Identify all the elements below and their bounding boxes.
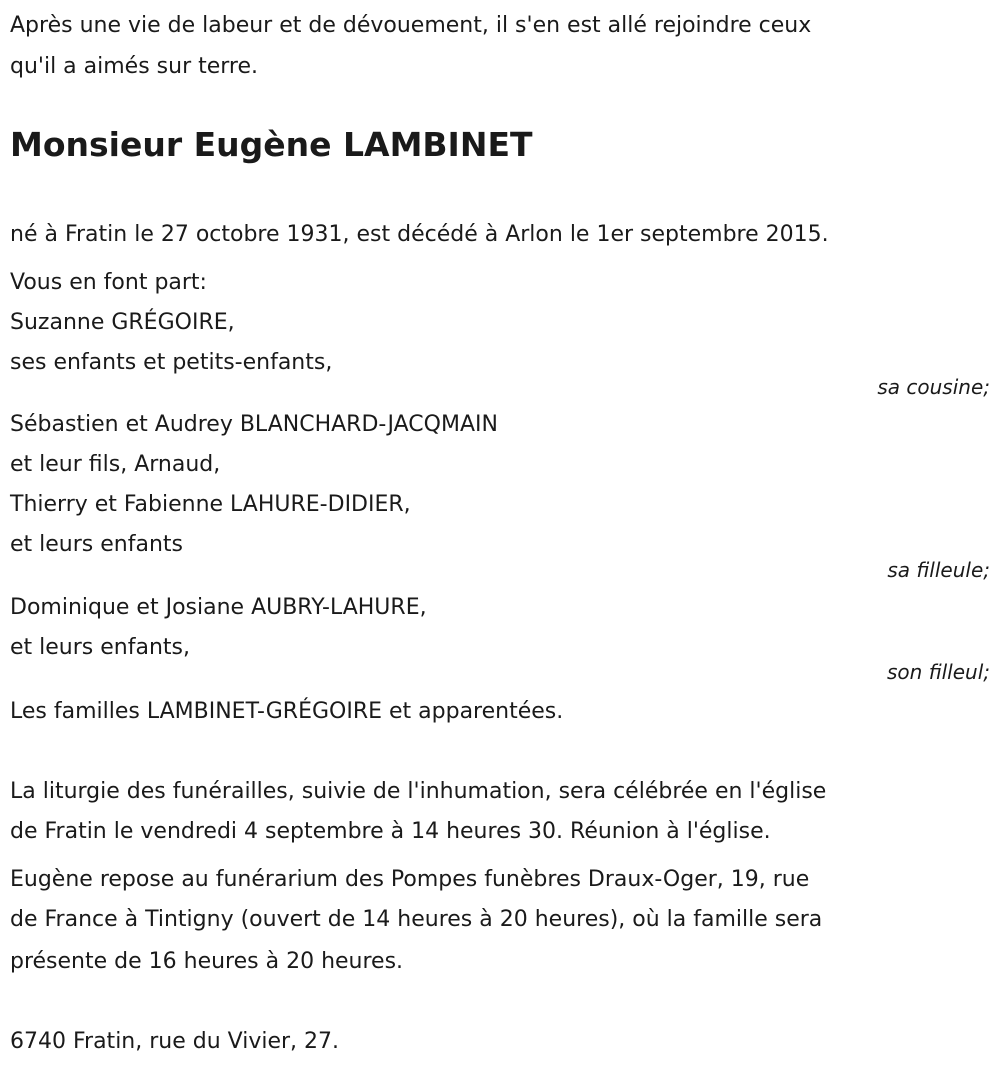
announcer-line: Dominique et Josiane AUBRY-LAHURE, [10, 595, 427, 620]
funerarium-line: présente de 16 heures à 20 heures. [10, 949, 404, 974]
announcers-heading: Vous en font part: [10, 270, 207, 295]
intro-line: qu'il a aimés sur terre. [10, 54, 259, 79]
relation-label: sa filleule; [887, 558, 990, 582]
birth-death-line: né à Fratin le 27 octobre 1931, est décédé à Arlon le 1er septembre 2015. [10, 222, 829, 247]
announcer-line: et leurs enfants, [10, 635, 190, 660]
funerarium-line: Eugène repose au funérarium des Pompes funèbres Draux-Oger, 19, rue [10, 867, 810, 892]
address-line: 6740 Fratin, rue du Vivier, 27. [10, 1029, 340, 1054]
relation-label: sa cousine; [877, 375, 990, 399]
intro-line: Après une vie de labeur et de dévouement, il s'en est allé rejoindre ceux [10, 13, 812, 38]
announcer-line: ses enfants et petits-enfants, [10, 350, 333, 375]
announcer-line: Thierry et Fabienne LAHURE-DIDIER, [10, 492, 411, 517]
announcer-line: et leur fils, Arnaud, [10, 452, 221, 477]
liturgy-line: La liturgie des funérailles, suivie de l'inhumation, sera célébrée en l'église [10, 779, 827, 804]
funerarium-line: de France à Tintigny (ouvert de 14 heures à 20 heures), où la famille sera [10, 907, 823, 932]
announcer-line: Sébastien et Audrey BLANCHARD-JACQMAIN [10, 412, 498, 437]
page-title: Monsieur Eugène LAMBINET [10, 125, 533, 164]
announcer-line: et leurs enfants [10, 532, 183, 557]
relation-label: son filleul; [887, 660, 990, 684]
families-line: Les familles LAMBINET-GRÉGOIRE et apparentées. [10, 699, 564, 724]
liturgy-line: de Fratin le vendredi 4 septembre à 14 heures 30. Réunion à l'église. [10, 819, 771, 844]
announcer-line: Suzanne GRÉGOIRE, [10, 310, 235, 335]
